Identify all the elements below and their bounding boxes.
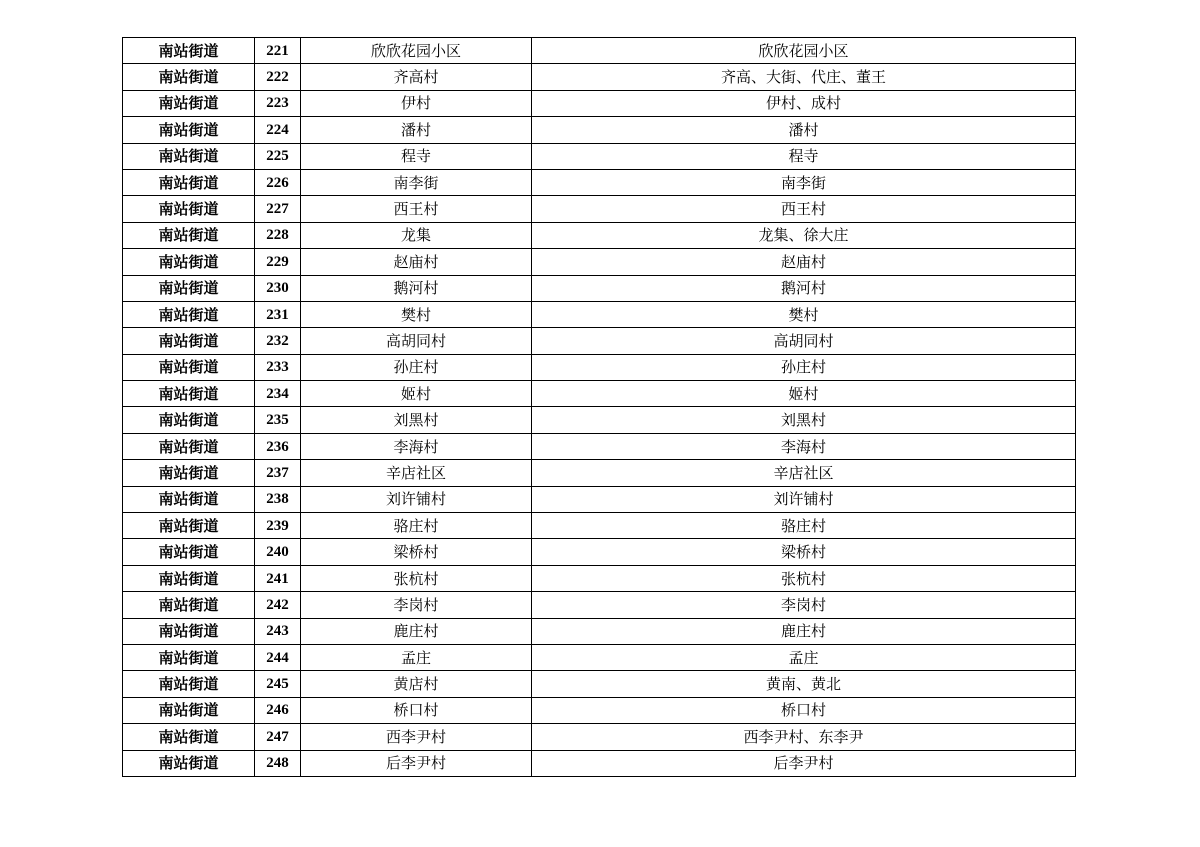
street-cell: 南站街道 [123, 143, 255, 169]
number-cell: 234 [255, 381, 301, 407]
area-cell: 刘许铺村 [532, 486, 1076, 512]
unit-cell: 孟庄 [301, 644, 532, 670]
table-row [123, 38, 1076, 64]
number-cell: 228 [255, 222, 301, 248]
number-cell: 232 [255, 328, 301, 354]
area-cell: 梁桥村 [532, 539, 1076, 565]
area-cell: 辛店社区 [532, 460, 1076, 486]
street-cell: 南站街道 [123, 592, 255, 618]
unit-cell: 齐高村 [301, 64, 532, 90]
area-cell: 孟庄 [532, 644, 1076, 670]
table-row [123, 671, 1076, 697]
table-row [123, 592, 1076, 618]
area-cell: 赵庙村 [532, 249, 1076, 275]
street-cell: 南站街道 [123, 90, 255, 116]
unit-cell: 西李尹村 [301, 724, 532, 750]
area-cell: 龙集、徐大庄 [532, 222, 1076, 248]
table-row [123, 117, 1076, 143]
area-cell: 李海村 [532, 433, 1076, 459]
street-cell: 南站街道 [123, 486, 255, 512]
unit-cell: 姬村 [301, 381, 532, 407]
street-cell: 南站街道 [123, 222, 255, 248]
street-cell: 南站街道 [123, 433, 255, 459]
unit-cell: 刘许铺村 [301, 486, 532, 512]
number-cell: 238 [255, 486, 301, 512]
unit-cell: 鹅河村 [301, 275, 532, 301]
number-cell: 235 [255, 407, 301, 433]
street-cell: 南站街道 [123, 354, 255, 380]
area-cell: 桥口村 [532, 697, 1076, 723]
number-cell: 236 [255, 433, 301, 459]
street-cell: 南站街道 [123, 671, 255, 697]
number-cell: 225 [255, 143, 301, 169]
area-cell: 程寺 [532, 143, 1076, 169]
table-row [123, 381, 1076, 407]
street-cell: 南站街道 [123, 169, 255, 195]
street-cell: 南站街道 [123, 618, 255, 644]
unit-cell: 鹿庄村 [301, 618, 532, 644]
number-cell: 245 [255, 671, 301, 697]
table-row [123, 618, 1076, 644]
area-cell: 西王村 [532, 196, 1076, 222]
unit-cell: 刘黑村 [301, 407, 532, 433]
number-cell: 233 [255, 354, 301, 380]
table-row [123, 565, 1076, 591]
number-cell: 223 [255, 90, 301, 116]
area-cell: 刘黑村 [532, 407, 1076, 433]
number-cell: 242 [255, 592, 301, 618]
number-cell: 230 [255, 275, 301, 301]
street-cell: 南站街道 [123, 328, 255, 354]
table-row [123, 196, 1076, 222]
unit-cell: 梁桥村 [301, 539, 532, 565]
area-cell: 齐高、大街、代庄、董王 [532, 64, 1076, 90]
unit-cell: 南李街 [301, 169, 532, 195]
number-cell: 246 [255, 697, 301, 723]
table-row [123, 222, 1076, 248]
street-cell: 南站街道 [123, 301, 255, 327]
area-cell: 潘村 [532, 117, 1076, 143]
number-cell: 222 [255, 64, 301, 90]
number-cell: 227 [255, 196, 301, 222]
number-cell: 231 [255, 301, 301, 327]
table-body [123, 38, 1076, 777]
number-cell: 229 [255, 249, 301, 275]
street-cell: 南站街道 [123, 275, 255, 301]
table-row [123, 460, 1076, 486]
number-cell: 226 [255, 169, 301, 195]
street-cell: 南站街道 [123, 460, 255, 486]
table-row [123, 301, 1076, 327]
table-row [123, 275, 1076, 301]
street-cell: 南站街道 [123, 117, 255, 143]
street-cell: 南站街道 [123, 196, 255, 222]
area-cell: 伊村、成村 [532, 90, 1076, 116]
unit-cell: 程寺 [301, 143, 532, 169]
table-row [123, 407, 1076, 433]
street-cell: 南站街道 [123, 513, 255, 539]
unit-cell: 辛店社区 [301, 460, 532, 486]
unit-cell: 赵庙村 [301, 249, 532, 275]
area-cell: 南李街 [532, 169, 1076, 195]
table-row [123, 354, 1076, 380]
unit-cell: 骆庄村 [301, 513, 532, 539]
table-row [123, 750, 1076, 776]
area-cell: 后李尹村 [532, 750, 1076, 776]
table-row [123, 143, 1076, 169]
unit-cell: 李海村 [301, 433, 532, 459]
unit-cell: 后李尹村 [301, 750, 532, 776]
number-cell: 244 [255, 644, 301, 670]
street-cell: 南站街道 [123, 539, 255, 565]
street-cell: 南站街道 [123, 724, 255, 750]
area-cell: 鹅河村 [532, 275, 1076, 301]
unit-cell: 张杭村 [301, 565, 532, 591]
area-cell: 高胡同村 [532, 328, 1076, 354]
street-cell: 南站街道 [123, 644, 255, 670]
unit-cell: 欣欣花园小区 [301, 38, 532, 64]
table-row [123, 697, 1076, 723]
unit-cell: 桥口村 [301, 697, 532, 723]
table-row [123, 433, 1076, 459]
table-row [123, 539, 1076, 565]
unit-cell: 高胡同村 [301, 328, 532, 354]
street-cell: 南站街道 [123, 697, 255, 723]
street-cell: 南站街道 [123, 64, 255, 90]
area-cell: 鹿庄村 [532, 618, 1076, 644]
table-row [123, 644, 1076, 670]
street-cell: 南站街道 [123, 407, 255, 433]
area-cell: 欣欣花园小区 [532, 38, 1076, 64]
unit-cell: 龙集 [301, 222, 532, 248]
street-cell: 南站街道 [123, 381, 255, 407]
unit-cell: 李岗村 [301, 592, 532, 618]
number-cell: 221 [255, 38, 301, 64]
area-cell: 孙庄村 [532, 354, 1076, 380]
unit-cell: 樊村 [301, 301, 532, 327]
table-row [123, 90, 1076, 116]
table-row [123, 328, 1076, 354]
street-cell: 南站街道 [123, 249, 255, 275]
street-cell: 南站街道 [123, 750, 255, 776]
number-cell: 237 [255, 460, 301, 486]
table-row [123, 64, 1076, 90]
table-row [123, 486, 1076, 512]
unit-cell: 潘村 [301, 117, 532, 143]
area-cell: 李岗村 [532, 592, 1076, 618]
number-cell: 239 [255, 513, 301, 539]
table-row [123, 249, 1076, 275]
area-cell: 骆庄村 [532, 513, 1076, 539]
table-row [123, 169, 1076, 195]
unit-cell: 黄店村 [301, 671, 532, 697]
area-cell: 张杭村 [532, 565, 1076, 591]
area-cell: 姬村 [532, 381, 1076, 407]
unit-cell: 西王村 [301, 196, 532, 222]
number-cell: 240 [255, 539, 301, 565]
number-cell: 243 [255, 618, 301, 644]
unit-cell: 孙庄村 [301, 354, 532, 380]
area-cell: 黄南、黄北 [532, 671, 1076, 697]
number-cell: 224 [255, 117, 301, 143]
street-cell: 南站街道 [123, 565, 255, 591]
table-row [123, 513, 1076, 539]
unit-cell: 伊村 [301, 90, 532, 116]
number-cell: 248 [255, 750, 301, 776]
number-cell: 241 [255, 565, 301, 591]
village-table [122, 37, 1076, 777]
area-cell: 西李尹村、东李尹 [532, 724, 1076, 750]
number-cell: 247 [255, 724, 301, 750]
area-cell: 樊村 [532, 301, 1076, 327]
street-cell: 南站街道 [123, 38, 255, 64]
table-row [123, 724, 1076, 750]
